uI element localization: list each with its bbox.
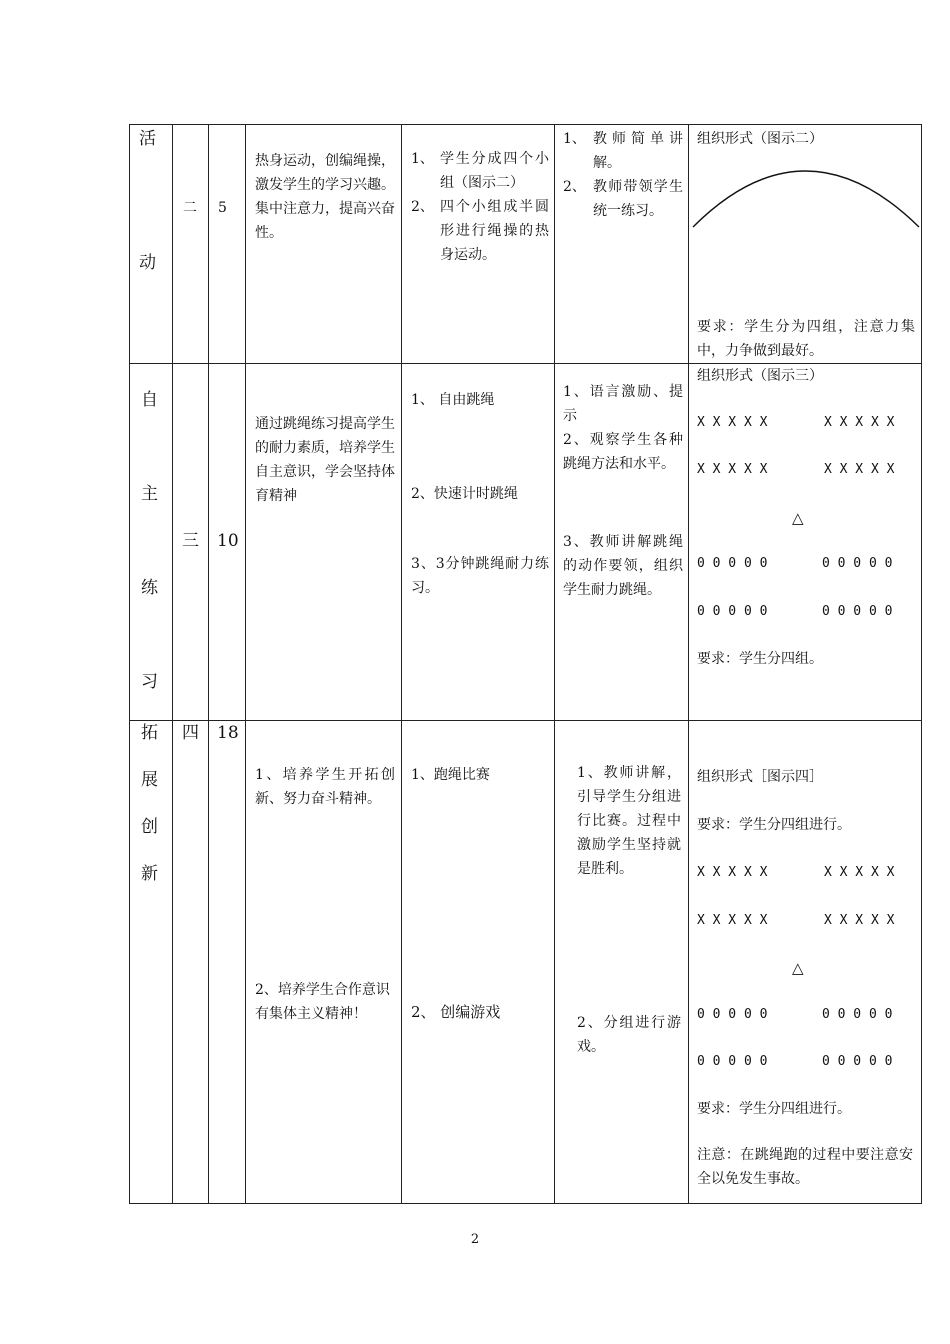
requirement-text: 要求：学生分四组。	[697, 651, 823, 667]
formation-o-row: 0 0 0 0 0	[697, 556, 768, 571]
student-activity-cell	[402, 364, 555, 721]
list-item: 1、跑绳比赛	[411, 767, 490, 783]
requirement-text: 要求：学生分四组进行。	[697, 1101, 851, 1117]
table-row	[130, 721, 922, 1204]
time-minutes: 18	[217, 723, 239, 743]
time-minutes: 5	[218, 200, 227, 216]
formation-o-row: 0 0 0 0 0	[822, 556, 893, 571]
list-item: 1、 教师简单讲解。	[563, 131, 683, 171]
org-title: 组织形式（图示二）	[697, 131, 823, 147]
part-cell	[130, 721, 173, 1204]
part-char: 动	[139, 253, 156, 273]
list-item: 3、教师讲解跳绳的动作要领，组织学生耐力跳绳。	[563, 534, 683, 598]
formation-o-row: 0 0 0 0 0	[697, 604, 768, 619]
teacher-activity-cell	[555, 125, 689, 364]
organization-cell	[689, 125, 922, 364]
formation-x-row: X X X X X	[824, 865, 895, 880]
requirement-text: 要求：学生分四组进行。	[697, 817, 851, 833]
part-cell	[130, 125, 173, 364]
page-number: 2	[470, 1232, 480, 1247]
student-activity-cell	[402, 721, 555, 1204]
seq-cell	[173, 364, 209, 721]
goal-text: 1、培养学生开拓创新、努力奋斗精神。	[255, 767, 395, 807]
part-char: 活	[139, 129, 156, 149]
formation-x-row: X X X X X	[824, 415, 895, 430]
table-row	[130, 364, 922, 721]
formation-o-row: 0 0 0 0 0	[697, 1054, 768, 1069]
list-item: 1、 学生分成四个小组（图示二）	[411, 151, 549, 191]
formation-o-row: 0 0 0 0 0	[822, 1007, 893, 1022]
goal-text: 通过跳绳练习提高学生的耐力素质，培养学生自主意识，学会坚持体育精神	[255, 416, 395, 504]
list-item: 1、 自由跳绳	[411, 392, 495, 408]
safety-note: 注意：在跳绳跑的过程中要注意安全以免发生事故。	[697, 1147, 913, 1187]
goal-cell	[246, 721, 402, 1204]
lesson-plan-table	[129, 124, 922, 1204]
part-char: 新	[141, 864, 158, 884]
list-item: 1、教师讲解，引导学生分组进行比赛。过程中激励学生坚持就是胜利。	[577, 765, 681, 877]
organization-cell	[689, 364, 922, 721]
formation-o-row: 0 0 0 0 0	[822, 1054, 893, 1069]
list-item: 2、观察学生各种跳绳方法和水平。	[563, 432, 683, 472]
time-cell	[209, 364, 246, 721]
list-item: 2、 创编游戏	[411, 1003, 501, 1021]
formation-x-row: X X X X X	[697, 415, 768, 430]
goal-text: 2、培养学生合作意识有集体主义精神！	[255, 982, 390, 1022]
student-activity-cell	[402, 125, 555, 364]
formation-x-row: X X X X X	[824, 913, 895, 928]
list-item: 1、语言激励、提示	[563, 384, 683, 424]
teacher-activity-cell	[555, 364, 689, 721]
org-title: 组织形式（图示三）	[697, 368, 823, 384]
formation-x-row: X X X X X	[697, 865, 768, 880]
formation-x-row: X X X X X	[697, 462, 768, 477]
table-row	[130, 125, 922, 364]
seq-number: 三	[182, 531, 199, 551]
formation-o-row: 0 0 0 0 0	[697, 1007, 768, 1022]
part-cell	[130, 364, 173, 721]
teacher-activity-cell	[555, 721, 689, 1204]
formation-x-row: X X X X X	[824, 462, 895, 477]
part-char: 主	[141, 484, 158, 504]
seq-cell	[173, 125, 209, 364]
formation-o-row: 0 0 0 0 0	[822, 604, 893, 619]
part-char: 拓	[141, 723, 158, 743]
formation-x-row: X X X X X	[697, 913, 768, 928]
teacher-triangle-icon: △	[792, 959, 804, 977]
list-item: 2、分组进行游戏。	[577, 1015, 681, 1055]
list-item: 2、 四个小组成半圆形进行绳操的热身运动。	[411, 199, 549, 263]
list-item: 2、快速计时跳绳	[411, 486, 518, 502]
semicircle-formation-diagram	[689, 155, 922, 235]
seq-number: 二	[183, 200, 197, 216]
requirement-text: 要求：学生分为四组，注意力集中，力争做到最好。	[697, 319, 915, 359]
part-char: 练	[141, 578, 158, 598]
teacher-triangle-icon: △	[792, 509, 804, 527]
list-item: 3、3分钟跳绳耐力练习。	[411, 556, 549, 596]
part-char: 创	[141, 817, 158, 837]
organization-cell	[689, 721, 922, 1204]
part-char: 展	[141, 770, 158, 790]
part-char: 习	[141, 672, 158, 692]
list-item: 2、 教师带领学生统一练习。	[563, 179, 683, 219]
goal-cell	[246, 364, 402, 721]
time-cell	[209, 721, 246, 1204]
part-char: 自	[141, 390, 158, 410]
org-title: 组织形式［图示四］	[697, 769, 823, 785]
seq-cell	[173, 721, 209, 1204]
time-minutes: 10	[217, 531, 239, 551]
time-cell	[209, 125, 246, 364]
seq-number: 四	[182, 723, 199, 743]
goal-cell	[246, 125, 402, 364]
goal-text: 热身运动，创编绳操，激发学生的学习兴趣。集中注意力，提高兴奋性。	[255, 153, 395, 241]
